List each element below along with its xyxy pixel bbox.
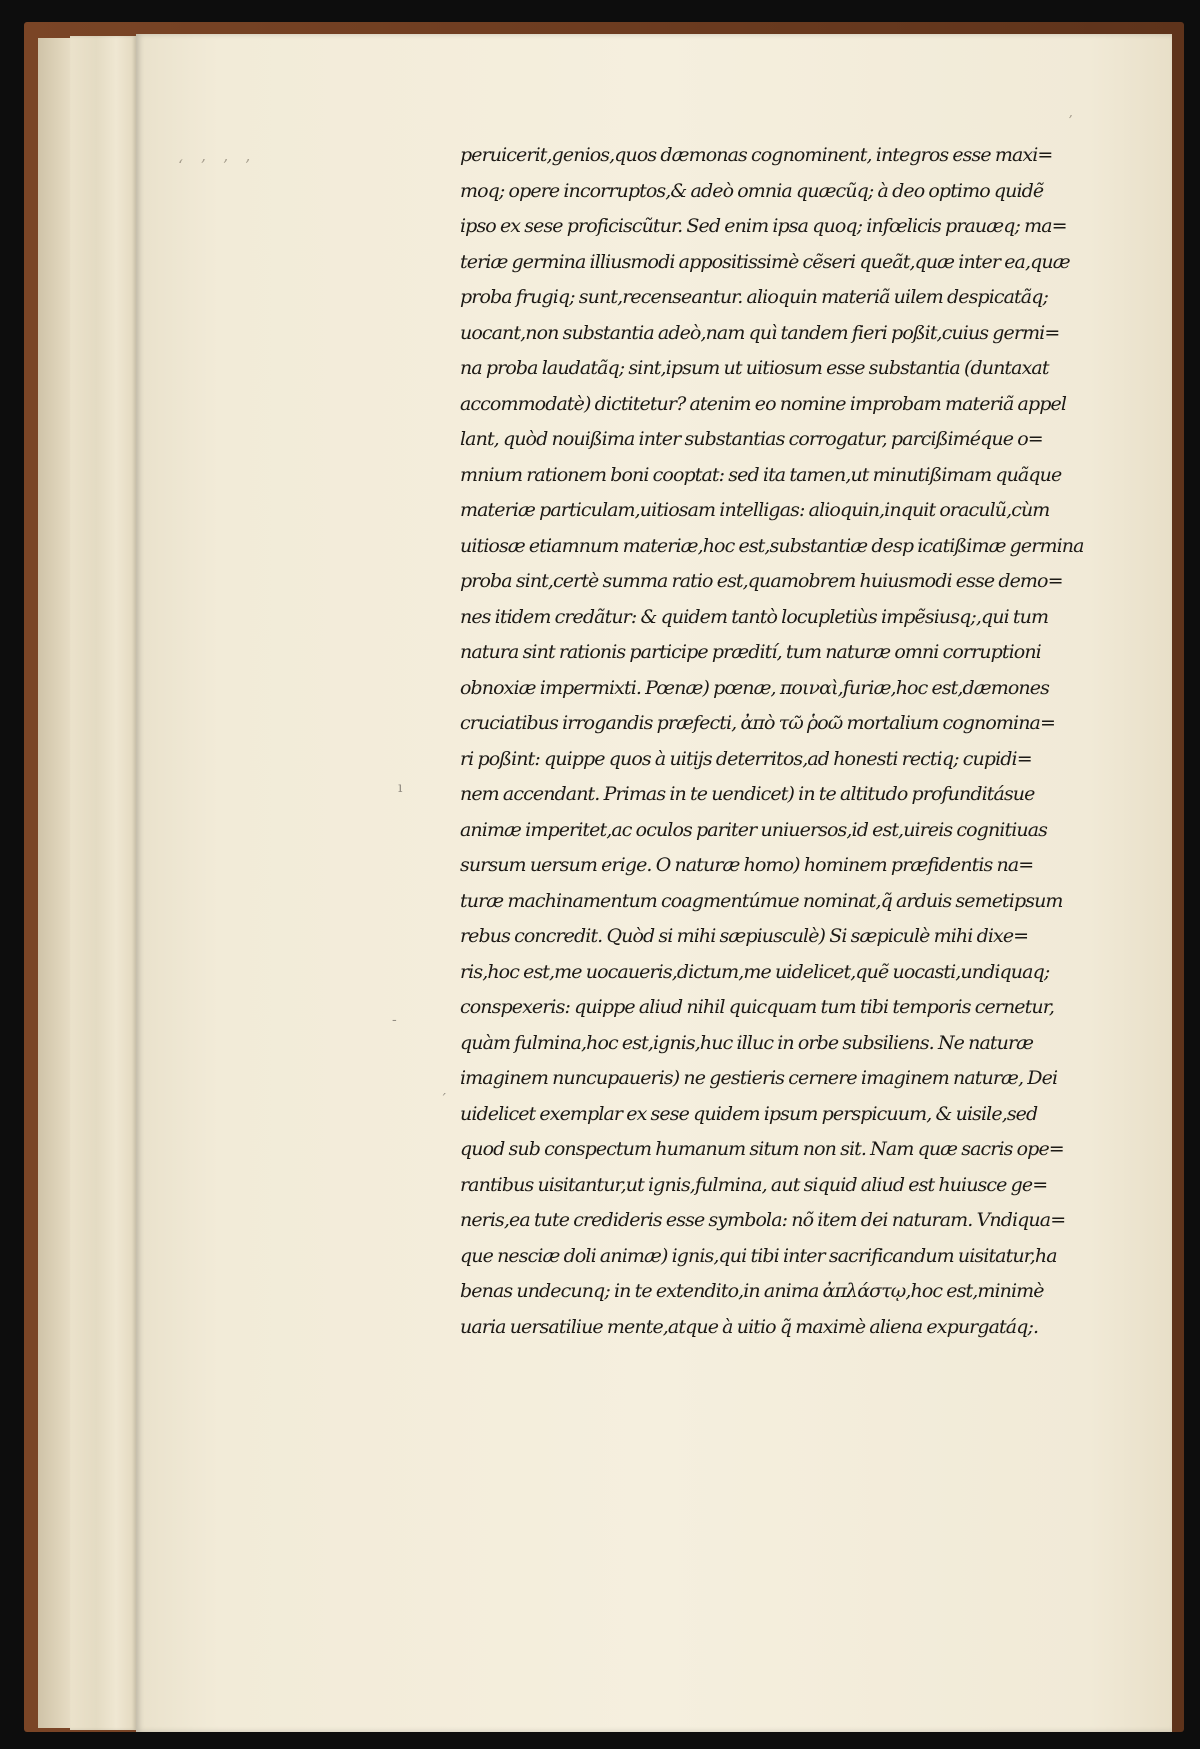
text-line: nem accendant. Primas in te uendicet) in te altitudo profunditásue	[460, 783, 1035, 805]
text-line: peruicerit,genios,quos dæmonas cognominent, integros esse maxi=	[460, 144, 1053, 166]
page-edges-inner	[70, 36, 136, 1730]
text-line: mnium rationem boni cooptat: sed ita tamen,ut minutißimam quãque	[460, 463, 1062, 486]
text-line: rebus concredit. Quòd si mihi sæpiusculè) Si sæpiculè mihi dixe=	[460, 925, 1029, 947]
text-line: que nesciæ doli animæ) ignis,qui tibi inter sacrificandum uisitatur,ha	[460, 1244, 1057, 1267]
text-line: benas undecunq; in te extendito,in anima ἀπλάστῳ,hoc est,minimè	[460, 1280, 1044, 1302]
bleed-through-marks: ʻ ʼ ʼ ʼ	[178, 156, 256, 175]
text-line: sursum uersum erige. O naturæ homo) hominem præfidentis na=	[460, 854, 1034, 876]
text-line: na proba laudatãq; sint,ipsum ut uitiosum esse substantia (duntaxat	[460, 357, 1049, 379]
text-line: obnoxiæ impermixti. Pœnæ) pœnæ, ποιναὶ,furiæ,hoc est,dæmones	[460, 676, 1049, 699]
text-line: ipso ex sese proficiscũtur. Sed enim ipsa quoq; infœlicis prauæq; ma=	[460, 215, 1067, 237]
text-line: animæ imperitet,ac oculos pariter uniuersos,id est,uireis cognitiuas	[460, 818, 1047, 841]
margin-mark: ˊ	[440, 1092, 447, 1108]
text-line: uaria uersatiliue mente,atque à uitio q̃ maximè aliena expurgatáq;.	[460, 1315, 1039, 1338]
text-line: accommodatè) dictitetur? atenim eo nomine improbam materiã appel	[460, 392, 1067, 415]
text-line: quod sub conspectum humanum situm non sit. Nam quæ sacris ope=	[460, 1138, 1064, 1160]
text-line: nes itidem credãtur: & quidem tantò locupletiùs impẽsiusq;,qui tum	[460, 605, 1049, 628]
text-line: uidelicet exemplar ex sese quidem ipsum perspicuum, & uisile,sed	[460, 1102, 1038, 1125]
corner-mark: ʼ	[1068, 114, 1073, 129]
text-line: cruciatibus irrogandis præfecti, ἀπὸ τῶ ῥοῶ mortalium cognomina=	[460, 712, 1055, 734]
text-line: turæ machinamentum coagmentúmue nominat,q̃ arduis semetipsum	[460, 889, 1063, 912]
text-line: lant, quòd nouißima inter substantias corrogatur, parcißiméque o=	[460, 428, 1043, 450]
page-edges	[38, 38, 70, 1728]
text-line: proba sint,certè summa ratio est,quamobrem huiusmodi esse demo=	[460, 570, 1063, 592]
text-line: uocant,non substantia adeò,nam quì tandem fieri poßit,cuius germi=	[460, 321, 1060, 344]
text-line: ri poßint: quippe quos à uitijs deterritos,ad honesti rectiq; cupidi=	[460, 747, 1032, 770]
text-line: moq; opere incorruptos,& adeò omnia quæcũq; à deo optimo quidẽ	[460, 179, 1044, 202]
text-line: imaginem nuncupaueris) ne gestieris cernere imaginem naturæ, Dei	[460, 1067, 1058, 1089]
page-text	[460, 138, 1108, 1345]
margin-mark: -	[392, 1012, 397, 1028]
text-line: conspexeris: quippe aliud nihil quicquam tum tibi temporis cernetur,	[460, 996, 1054, 1018]
text-line: ris,hoc est,me uocaueris,dictum,me uidelicet,quẽ uocasti,undiquaq;	[460, 960, 1050, 983]
text-line: proba frugiq; sunt,recenseantur. alioquin materiã uilem despicatãq;	[460, 286, 1048, 308]
margin-mark: ı	[398, 780, 403, 796]
text-line: rantibus uisitantur,ut ignis,fulmina, aut siquid aliud est huiusce ge=	[460, 1173, 1048, 1196]
text-line: uitiosæ etiamnum materiæ,hoc est,substantiæ desp icatißimæ germina	[460, 534, 1084, 557]
text-line: materiæ particulam,uitiosam intelligas: alioquin,inquit oraculũ,cùm	[460, 499, 1050, 521]
text-line: quàm fulmina,hoc est,ignis,huc illuc in orbe subsiliens. Ne naturæ	[460, 1031, 1034, 1054]
text-line: natura sint rationis participe prædití, tum naturæ omni corruptioni	[460, 641, 1041, 663]
text-line: neris,ea tute credideris esse symbola: nõ item dei naturam. Vndiqua=	[460, 1209, 1066, 1231]
text-line: teriæ germina illiusmodi appositissimè cẽseri queãt,quæ inter ea,quæ	[460, 250, 1070, 273]
